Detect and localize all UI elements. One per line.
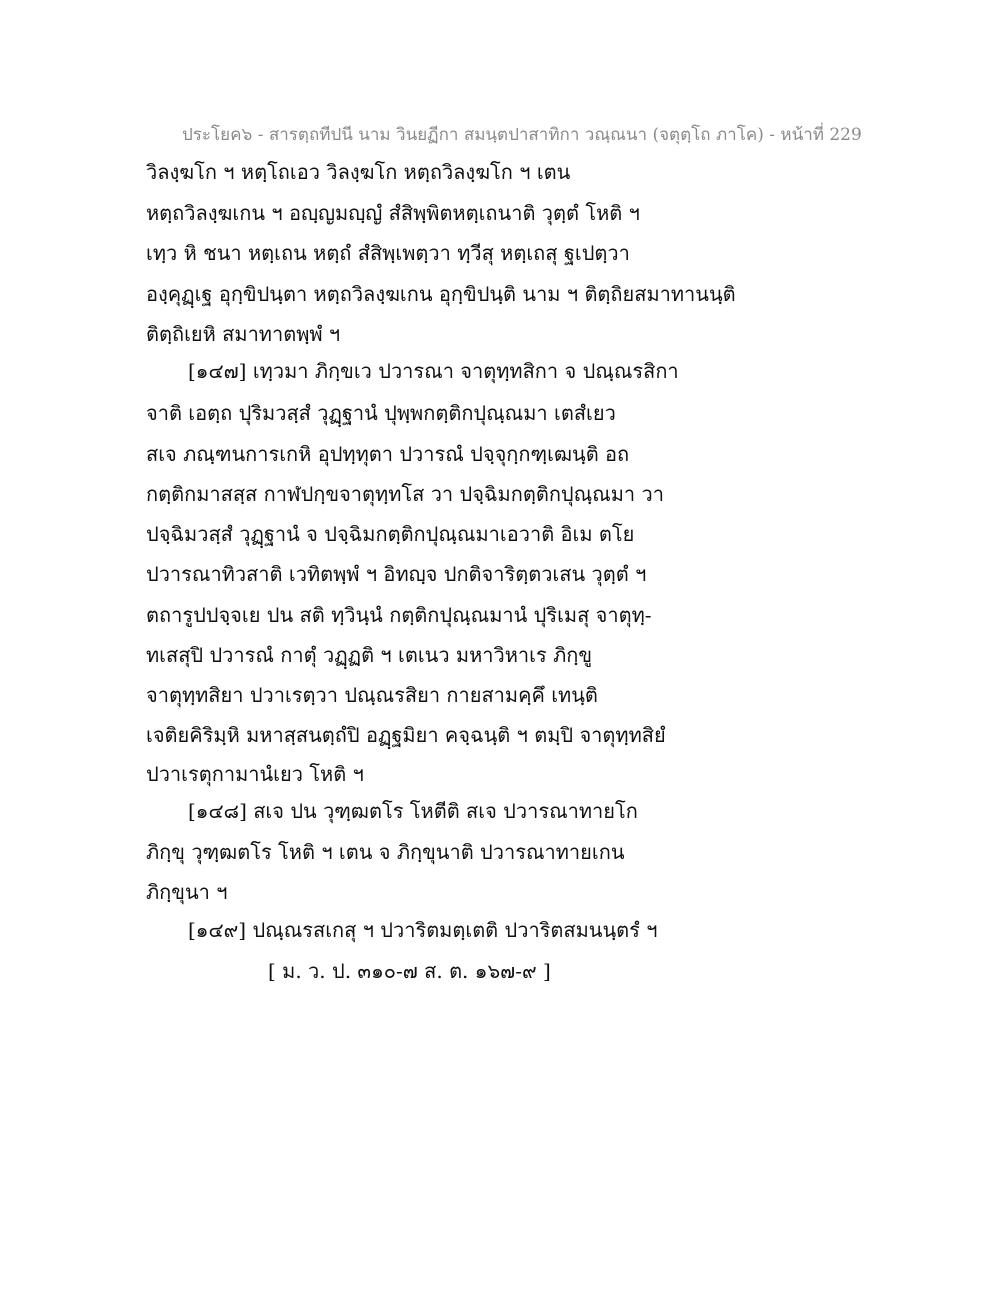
paragraph-149-start: [๑๔๙] ปณฺณรสเกสุ ฯ ปวาริตมตฺเตติ ปวาริตสมนนฺตรํ ฯ (188, 918, 658, 942)
reference-citation: [ ม. ว. ป. ๓๑๐-๗ ส. ต. ๑๖๗-๙ ] (268, 959, 551, 983)
text-line: ภิกฺขุนา ฯ (146, 880, 228, 904)
text-line: ตถารูปปจฺจเย ปน สติ ทฺวินฺนํ กตฺติกปุณฺณมานํ ปุริเมสุ จาตุทฺ- (146, 603, 652, 627)
text-line: ปวารณาทิวสาติ เวทิตพฺพํ ฯ อิทญฺจ ปกติจาริตฺตวเสน วุตฺตํ ฯ (146, 562, 647, 586)
text-line: สเจ ภณฺฑนการเกหิ อุปทฺทุตา ปวารณํ ปจฺจุกฺกฑฺเฒนฺติ อถ (146, 442, 630, 466)
text-line: หตฺถวิลงฺฆเกน ฯ อญฺญมญฺญํ สํสิพฺพิตหตฺเถนาติ วุตฺตํ โหติ ฯ (146, 201, 640, 225)
text-line: จาติ เอตฺถ ปุริมวสฺสํ วุฏฺฐานํ ปุพฺพกตฺติกปุณฺณมา เตสํเยว (146, 401, 616, 425)
paragraph-148-start: [๑๔๘] สเจ ปน วุฑฺฒตโร โหตีติ สเจ ปวารณาทายโก (188, 799, 638, 823)
text-line: ปวาเรตุกามานํเยว โหติ ฯ (146, 762, 364, 786)
text-line: กตฺติกมาสสฺส กาฬปกฺขจาตุทฺทโส วา ปจฺฉิมกตฺติกปุณฺณมา วา (146, 482, 664, 506)
text-line: เทฺว หิ ชนา หตฺเถน หตฺถํ สํสิพฺเพตฺวา ทฺวีสุ หตฺเถสุ ฐเปตฺวา (146, 241, 630, 265)
text-line: จาตุทฺทสิยา ปวาเรตฺวา ปณฺณรสิยา กายสามคฺคึ เทนฺติ (146, 683, 598, 707)
text-line: เจติยคิริมฺหิ มหาสฺสนตฺถํปิ อฏฺฐมิยา คจฺฉนฺติ ฯ ตมฺปิ จาตุทฺทสิยํ (146, 723, 666, 747)
text-line: ติตฺถิเยหิ สมาทาตพฺพํ ฯ (146, 322, 341, 346)
text-line: ทเสสุปิ ปวารณํ กาตุํ วฏฺฏติ ฯ เตเนว มหาวิหาเร ภิกฺขู (146, 643, 593, 667)
text-line: วิลงฺฆโก ฯ หตฺโถเอว วิลงฺฆโก หตฺถวิลงฺฆโก ฯ เตน (146, 160, 571, 184)
paragraph-147-start: [๑๔๗] เทฺวมา ภิกฺขเว ปวารณา จาตุทฺทสิกา จ ปณฺณรสิกา (188, 359, 679, 383)
text-line: ภิกฺขุ วุฑฺฒตโร โหติ ฯ เตน จ ภิกฺขุนาติ ปวารณาทายเกน (146, 840, 625, 864)
page-header: ประโยค๖ - สารตฺถทีปนี นาม วินยฏีกา สมนฺตปาสาทิกา วณฺณนา (จตุตฺโถ ภาโค) - หน้าที่ 229 (182, 125, 862, 145)
text-line: องฺคุฏฺเฐ อุกฺขิปนฺตา หตฺถวิลงฺฆเกน อุกฺขิปนฺติ นาม ฯ ติตฺถิยสมาทานนฺติ (146, 282, 736, 306)
text-line: ปจฺฉิมวสฺสํ วุฏฺฐานํ จ ปจฺฉิมกตฺติกปุณฺณมาเอวาติ อิเม ตโย (146, 522, 635, 546)
